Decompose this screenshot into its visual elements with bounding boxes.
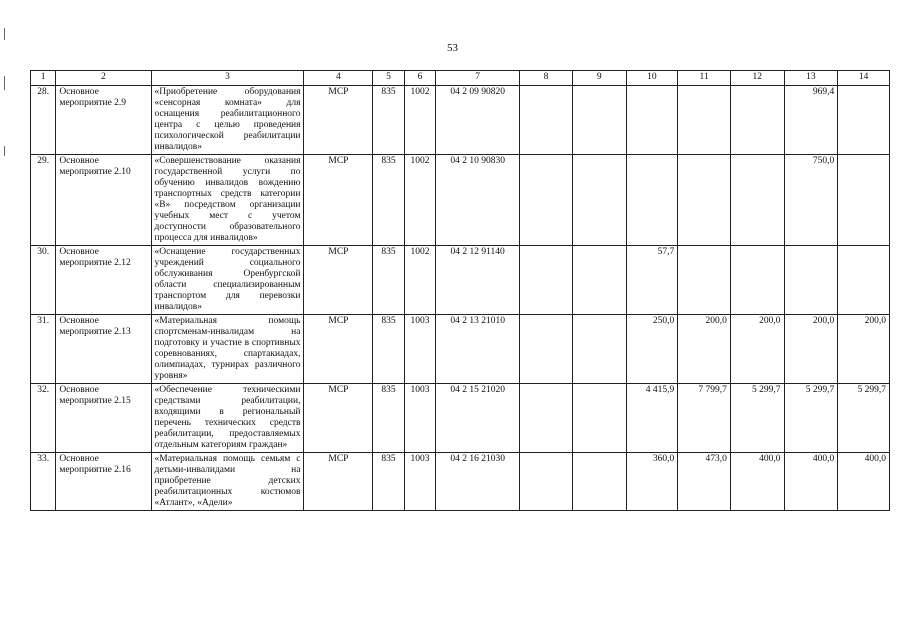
value-col-12 [730,155,784,246]
grbs-code: 835 [373,86,404,155]
page-number: 53 [447,42,458,54]
value-col-13: 400,0 [784,453,838,511]
value-col-14: 400,0 [838,453,890,511]
activity-description: «Материальная помощь семьям с детьми-инвалидами на приобретение детских реабилитационных костюмов «Атлант», «Адели» [151,453,304,511]
program-activities-table [30,70,890,511]
csr-code: 04 2 16 21030 [436,453,520,511]
value-col-10: 360,0 [626,453,678,511]
value-col-12: 5 299,7 [730,384,784,453]
responsible-executor: МСР [304,246,373,315]
activity-description: «Обеспечение техническими средствами реабилитации, входящими в региональный перечень технических средств реабилитации, предоставляемых отдельным категориям граждан» [151,384,304,453]
row-number: 31. [31,315,56,384]
column-header: 9 [572,71,626,86]
value-col-11 [678,246,731,315]
value-col-10: 57,7 [626,246,678,315]
value-col-12 [730,86,784,155]
value-col-14: 5 299,7 [838,384,890,453]
value-col-14 [838,155,890,246]
value-col-10: 250,0 [626,315,678,384]
table-row [31,315,890,384]
grbs-code: 835 [373,155,404,246]
value-col-9 [572,246,626,315]
value-col-14: 200,0 [838,315,890,384]
value-col-9 [572,384,626,453]
value-col-12: 400,0 [730,453,784,511]
value-col-13 [784,246,838,315]
column-header: 14 [838,71,890,86]
grbs-code: 835 [373,453,404,511]
value-col-9 [572,86,626,155]
value-col-14 [838,246,890,315]
value-col-9 [572,315,626,384]
value-col-13: 200,0 [784,315,838,384]
column-header: 5 [373,71,404,86]
value-col-14 [838,86,890,155]
csr-code: 04 2 12 91140 [436,246,520,315]
activity-name: Основное мероприятие 2.15 [56,384,151,453]
responsible-executor: МСР [304,453,373,511]
column-header: 4 [304,71,373,86]
rzpr-code: 1002 [404,86,435,155]
column-header: 6 [404,71,435,86]
column-header: 10 [626,71,678,86]
responsible-executor: МСР [304,86,373,155]
value-col-12: 200,0 [730,315,784,384]
grbs-code: 835 [373,315,404,384]
value-col-13: 750,0 [784,155,838,246]
activity-description: «Совершенствование оказания государственной услуги по обучению инвалидов вождению транспортных средств категории «В» посредством организации учебных мест с учетом доступности образовательного процесса для инвалидов» [151,155,304,246]
value-col-10 [626,86,678,155]
row-number: 28. [31,86,56,155]
grbs-code: 835 [373,246,404,315]
table-row [31,246,890,315]
value-col-8 [520,155,573,246]
value-col-11 [678,155,731,246]
responsible-executor: МСР [304,315,373,384]
scan-margin-mark [4,28,5,40]
row-number: 30. [31,246,56,315]
csr-code: 04 2 15 21020 [436,384,520,453]
rzpr-code: 1003 [404,453,435,511]
row-number: 32. [31,384,56,453]
value-col-10 [626,155,678,246]
value-col-11: 473,0 [678,453,731,511]
value-col-11: 200,0 [678,315,731,384]
value-col-11: 7 799,7 [678,384,731,453]
column-header: 2 [56,71,151,86]
column-header: 13 [784,71,838,86]
responsible-executor: МСР [304,155,373,246]
column-header: 11 [678,71,731,86]
rzpr-code: 1002 [404,246,435,315]
value-col-9 [572,155,626,246]
value-col-10: 4 415,9 [626,384,678,453]
table-row [31,384,890,453]
scan-margin-mark [4,76,5,90]
activity-description: «Приобретение оборудования «сенсорная комната» для оснащения реабилитационного центра с целью проведения психологической реабилитации инвалидов» [151,86,304,155]
activity-name: Основное мероприятие 2.13 [56,315,151,384]
scan-margin-mark [4,146,5,156]
value-col-12 [730,246,784,315]
table-body [31,86,890,511]
rzpr-code: 1002 [404,155,435,246]
table-row [31,86,890,155]
value-col-8 [520,315,573,384]
column-header: 8 [520,71,573,86]
csr-code: 04 2 09 90820 [436,86,520,155]
value-col-8 [520,384,573,453]
column-header: 1 [31,71,56,86]
column-header: 12 [730,71,784,86]
activity-name: Основное мероприятие 2.16 [56,453,151,511]
rzpr-code: 1003 [404,315,435,384]
value-col-8 [520,246,573,315]
table-row [31,453,890,511]
value-col-11 [678,86,731,155]
column-header: 7 [436,71,520,86]
value-col-8 [520,86,573,155]
activity-name: Основное мероприятие 2.9 [56,86,151,155]
value-col-9 [572,453,626,511]
csr-code: 04 2 10 90830 [436,155,520,246]
value-col-8 [520,453,573,511]
value-col-13: 5 299,7 [784,384,838,453]
csr-code: 04 2 13 21010 [436,315,520,384]
column-number-row [31,71,890,86]
value-col-13: 969,4 [784,86,838,155]
activity-description: «Материальная помощь спортсменам-инвалидам на подготовку и участие в спортивных соревнованиях, спартакиадах, олимпиадах, турнирах различного уровня» [151,315,304,384]
table-row [31,155,890,246]
row-number: 29. [31,155,56,246]
activity-name: Основное мероприятие 2.10 [56,155,151,246]
rzpr-code: 1003 [404,384,435,453]
activity-description: «Оснащение государственных учреждений социального обслуживания Оренбургской области специализированным транспортом для перевозки инвалидов» [151,246,304,315]
column-header: 3 [151,71,304,86]
row-number: 33. [31,453,56,511]
activity-name: Основное мероприятие 2.12 [56,246,151,315]
grbs-code: 835 [373,384,404,453]
responsible-executor: МСР [304,384,373,453]
